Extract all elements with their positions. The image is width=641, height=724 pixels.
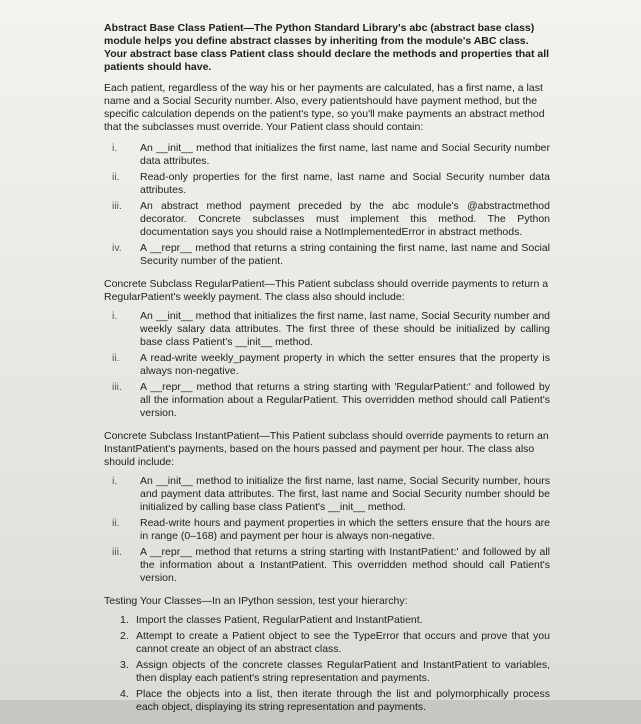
list-item <box>104 200 550 239</box>
intro-text: The Python Standard Library's abc (abstract base class) module helps you define abstract classes by inheriting from the module's ABC class. Your abstract base class Patient class should declare the methods and properties that all patients should have. <box>104 22 550 73</box>
list-item <box>104 242 550 268</box>
list-number: i. <box>112 310 118 322</box>
list-text: A read-write weekly_payment property in which the setter ensures that the property is always non-negative. <box>140 352 550 377</box>
list-item <box>104 659 550 685</box>
list-text: A __repr__ method that returns a string starting with InstantPatient:' and followed by all the information about a InstantPatient. This overridden method should call Patient's version. <box>140 546 550 584</box>
list-item <box>104 171 550 197</box>
list-number: 1. <box>120 614 129 626</box>
list-text: Assign objects of the concrete classes RegularPatient and InstantPatient to variables, then display each patient's string representation and payments. <box>136 659 550 684</box>
list-item <box>104 381 550 420</box>
testing-steps-list <box>104 614 550 714</box>
list-number: ii. <box>112 352 120 364</box>
list-number: iii. <box>112 546 122 558</box>
list-number: i. <box>112 142 118 154</box>
list-number: iii. <box>112 200 122 212</box>
list-item <box>104 475 550 514</box>
list-text: Attempt to create a Patient object to see the TypeError that occurs and prove that you cannot create an object of an abstract class. <box>136 630 550 655</box>
list-item <box>104 688 550 714</box>
patient-requirements-list <box>104 142 550 268</box>
list-number: 2. <box>120 630 129 642</box>
list-text: An __init__ method that initializes the first name, last name, Social Security number and weekly salary data attributes. The first three of these should be initialized by calling base class Patient's __init__ method. <box>140 310 550 348</box>
intro-paragraph <box>104 22 550 74</box>
list-text: Place the objects into a list, then iterate through the list and polymorphically process each object, displaying its string representation and payments. <box>136 688 550 713</box>
intro-lead: Abstract Base Class Patient— <box>104 22 254 34</box>
list-item <box>104 310 550 349</box>
list-text: An __init__ method to initialize the first name, last name, Social Security number, hours and payment data attributes. The first, last name and Social Security number should be initialized by calling base class Patient's __init__ method. <box>140 475 550 513</box>
patient-paragraph: Each patient, regardless of the way his or her payments are calculated, has a first name, a last name and a Social Security number. Also, every patientshould have payment method, but the specific calculation depends on the patient's type, so you'll make payments an abstract method that the subclasses must override. Your Patient class should contain: <box>104 82 545 133</box>
list-number: ii. <box>112 517 120 529</box>
list-number: iv. <box>112 242 122 254</box>
testing-paragraph: Testing Your Classes—In an IPython session, test your hierarchy: <box>104 595 408 607</box>
list-item <box>104 546 550 585</box>
list-number: i. <box>112 475 118 487</box>
document-content <box>104 22 550 724</box>
list-number: 3. <box>120 659 129 671</box>
instant-paragraph: Concrete Subclass InstantPatient—This Patient subclass should override payments to return an InstantPatient's payments, based on the hours passed and payment per hour. The class also should include: <box>104 430 549 468</box>
list-item <box>104 142 550 168</box>
list-number: iii. <box>112 381 122 393</box>
list-text: A __repr__ method that returns a string containing the first name, last name and Social Security number of the patient. <box>140 242 550 267</box>
regular-paragraph: Concrete Subclass RegularPatient—This Patient subclass should override payments to return a RegularPatient's weekly payment. The class also should include: <box>104 278 549 303</box>
list-number: 4. <box>120 688 129 700</box>
list-item <box>104 614 550 627</box>
list-text: An __init__ method that initializes the first name, last name and Social Security number data attributes. <box>140 142 550 167</box>
list-item <box>104 352 550 378</box>
regular-requirements-list <box>104 310 550 420</box>
instant-requirements-list <box>104 475 550 585</box>
list-number: ii. <box>112 171 120 183</box>
list-text: A __repr__ method that returns a string starting with 'RegularPatient:' and followed by all the information about a RegularPatient. This overridden method should call Patient's version. <box>140 381 550 419</box>
list-text: Read-only properties for the first name, last name and Social Security number data attributes. <box>140 171 550 196</box>
list-text: Import the classes Patient, RegularPatient and InstantPatient. <box>136 614 423 626</box>
list-item <box>104 630 550 656</box>
list-text: An abstract method payment preceded by the abc module's @abstractmethod decorator. Concrete subclasses must implement this method. The Python documentation says you should raise a NotImplementedError in abstract methods. <box>140 200 550 238</box>
list-item <box>104 517 550 543</box>
list-text: Read-write hours and payment properties in which the setters ensure that the hours are in range (0–168) and payment per hour is always non-negative. <box>140 517 550 542</box>
